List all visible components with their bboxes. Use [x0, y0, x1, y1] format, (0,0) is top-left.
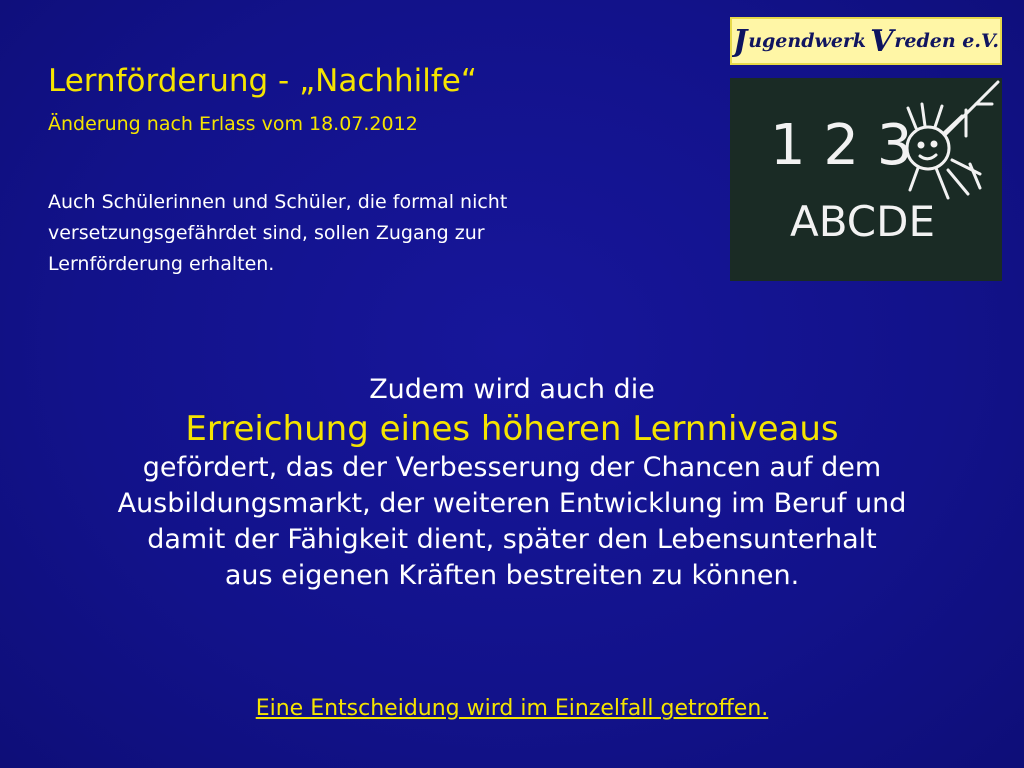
chalkboard-drawing — [730, 78, 1002, 281]
logo-letter-v: V — [870, 23, 894, 59]
main-statement — [0, 372, 1024, 594]
chalk-letters: ABCDE — [790, 197, 936, 246]
statement-highlight: Erreichung eines höheren Lernniveaus — [185, 409, 839, 449]
statement-lead: Zudem wird auch die — [369, 374, 655, 405]
intro-line: versetzungsgefährdet sind, sollen Zugang zur — [48, 222, 485, 244]
statement-line: aus eigenen Kräften bestreiten zu können. — [224, 560, 800, 591]
statement-line: damit der Fähigkeit dient, später den Lebensunterhalt — [147, 524, 877, 555]
jugendwerk-logo — [730, 17, 1002, 65]
logo-word-2: reden e.V. — [894, 30, 1000, 52]
slide-subtitle: Änderung nach Erlass vom 18.07.2012 — [48, 113, 418, 135]
statement-line: gefördert, das der Verbesserung der Chancen auf dem — [142, 452, 882, 483]
logo-word-1: ugendwerk — [748, 30, 867, 52]
intro-paragraph — [48, 187, 728, 280]
slide-title: Lernförderung - „Nachhilfe“ — [48, 63, 477, 99]
chalk-numbers: 1 2 3 — [770, 113, 913, 178]
footer — [0, 694, 1024, 724]
intro-line: Lernförderung erhalten. — [48, 253, 275, 275]
decision-link[interactable]: Eine Entscheidung wird im Einzelfall getroffen. — [255, 696, 769, 721]
statement-line: Ausbildungsmarkt, der weiteren Entwicklung im Beruf und — [117, 488, 907, 519]
logo-letter-j: J — [732, 23, 748, 59]
chalkboard-image — [730, 78, 1002, 281]
intro-line: Auch Schülerinnen und Schüler, die formal nicht — [48, 191, 508, 213]
